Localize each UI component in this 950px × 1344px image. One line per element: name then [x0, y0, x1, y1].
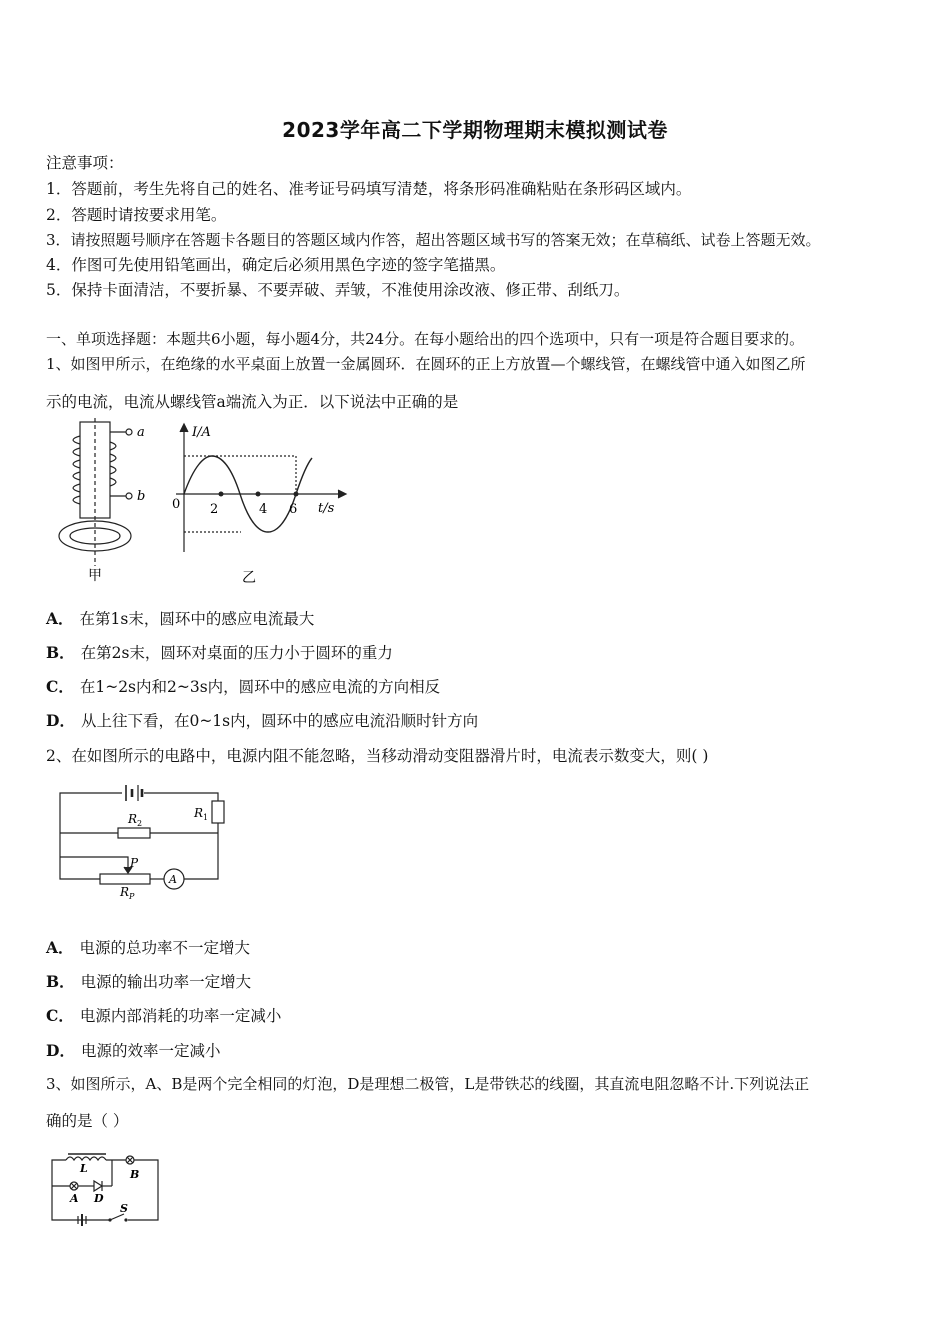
- caption-yi: 乙: [242, 570, 256, 586]
- notice-item: 4．作图可先使用铅笔画出，确定后必须用黑色字迹的签字笔描黑。: [46, 256, 506, 274]
- q2-option-d: D． 电源的效率一定减小: [46, 1041, 221, 1060]
- notice-item: 2．答题时请按要求用笔。: [46, 206, 227, 224]
- notice-item: 5．保持卡面清洁，不要折暴、不要弄破、弄皱，不准使用涂改液、修正带、刮纸刀。: [46, 281, 630, 299]
- q3-stem-line1: 3、如图所示，A、B是两个完全相同的灯泡，D是理想二极管，L是带铁芯的线圈，其直流电阻忽略不计.下列说法正: [46, 1075, 810, 1093]
- q1-figure: [46, 418, 351, 586]
- q1-stem-line1: 1、如图甲所示，在绝缘的水平桌面上放置一金属圆环．在圆环的正上方放置—个螺线管，在螺线管中通入如图乙所: [46, 355, 806, 373]
- q1-option-a: A． 在第1s末，圆环中的感应电流最大: [46, 609, 315, 628]
- label-a: a: [137, 425, 145, 440]
- zero-crossing-point: [256, 492, 261, 497]
- tick-label: 2: [210, 502, 219, 517]
- s-label: S: [120, 1202, 128, 1215]
- q1-option-b: B． 在第2s末，圆环对桌面的压力小于圆环的重力: [46, 643, 393, 662]
- l-label: L: [80, 1162, 88, 1175]
- solenoid-diagram: [59, 418, 132, 566]
- page-title: 2023学年高二下学期物理期末模拟测试卷: [282, 118, 668, 142]
- b-label: B: [130, 1168, 140, 1181]
- p-label: P: [130, 856, 139, 870]
- rp-label: $R_P$: [120, 885, 135, 901]
- x-axis-label: t/s: [318, 501, 335, 516]
- r1-label: $R_1$: [194, 806, 209, 822]
- q2-option-b: B． 电源的输出功率一定增大: [46, 972, 252, 991]
- notice-heading: 注意事项：: [46, 154, 124, 172]
- tick-label: 4: [259, 502, 268, 517]
- origin-label: 0: [172, 497, 181, 512]
- current-graph: [176, 424, 346, 552]
- caption-jia: 甲: [88, 568, 102, 584]
- q1-stem-line2: 示的电流，电流从螺线管a端流入为正．以下说法中正确的是: [46, 393, 459, 411]
- q1-option-d: D． 从上往下看，在0~1s内，圆环中的感应电流沿顺时针方向: [46, 711, 479, 730]
- section-heading: 一、单项选择题：本题共6小题，每小题4分，共24分。在每小题给出的四个选项中，只有一项是符合题目要求的。: [46, 330, 805, 348]
- ammeter-label: A: [169, 873, 177, 886]
- zero-crossing-point: [294, 492, 299, 497]
- q3-circuit: [48, 1148, 168, 1228]
- label-b: b: [137, 489, 146, 504]
- a-label: A: [70, 1192, 79, 1205]
- tick-label: 6: [289, 502, 298, 517]
- zero-crossing-point: [219, 492, 224, 497]
- notice-item: 3．请按照题号顺序在答题卡各题目的答题区域内作答，超出答题区域书写的答案无效；在草稿纸、试卷上答题无效。: [46, 231, 821, 249]
- r2-label: $R_2$: [128, 812, 143, 828]
- d-label: D: [94, 1192, 104, 1205]
- notice-item: 1．答题前，考生先将自己的姓名、准考证号码填写清楚，将条形码准确粘贴在条形码区域内。: [46, 180, 692, 198]
- q1-option-c: C． 在1~2s内和2~3s内，圆环中的感应电流的方向相反: [46, 677, 441, 696]
- q2-option-c: C． 电源内部消耗的功率一定减小: [46, 1006, 282, 1025]
- q2-stem: 2、在如图所示的电路中，电源内阻不能忽略，当移动滑动变阻器滑片时，电流表示数变大，则( ): [46, 747, 709, 765]
- y-axis-label: I/A: [192, 425, 211, 440]
- q2-circuit: [50, 781, 230, 903]
- q2-option-a: A． 电源的总功率不一定增大: [46, 938, 251, 957]
- q3-stem-line2: 确的是（ ）: [46, 1112, 129, 1130]
